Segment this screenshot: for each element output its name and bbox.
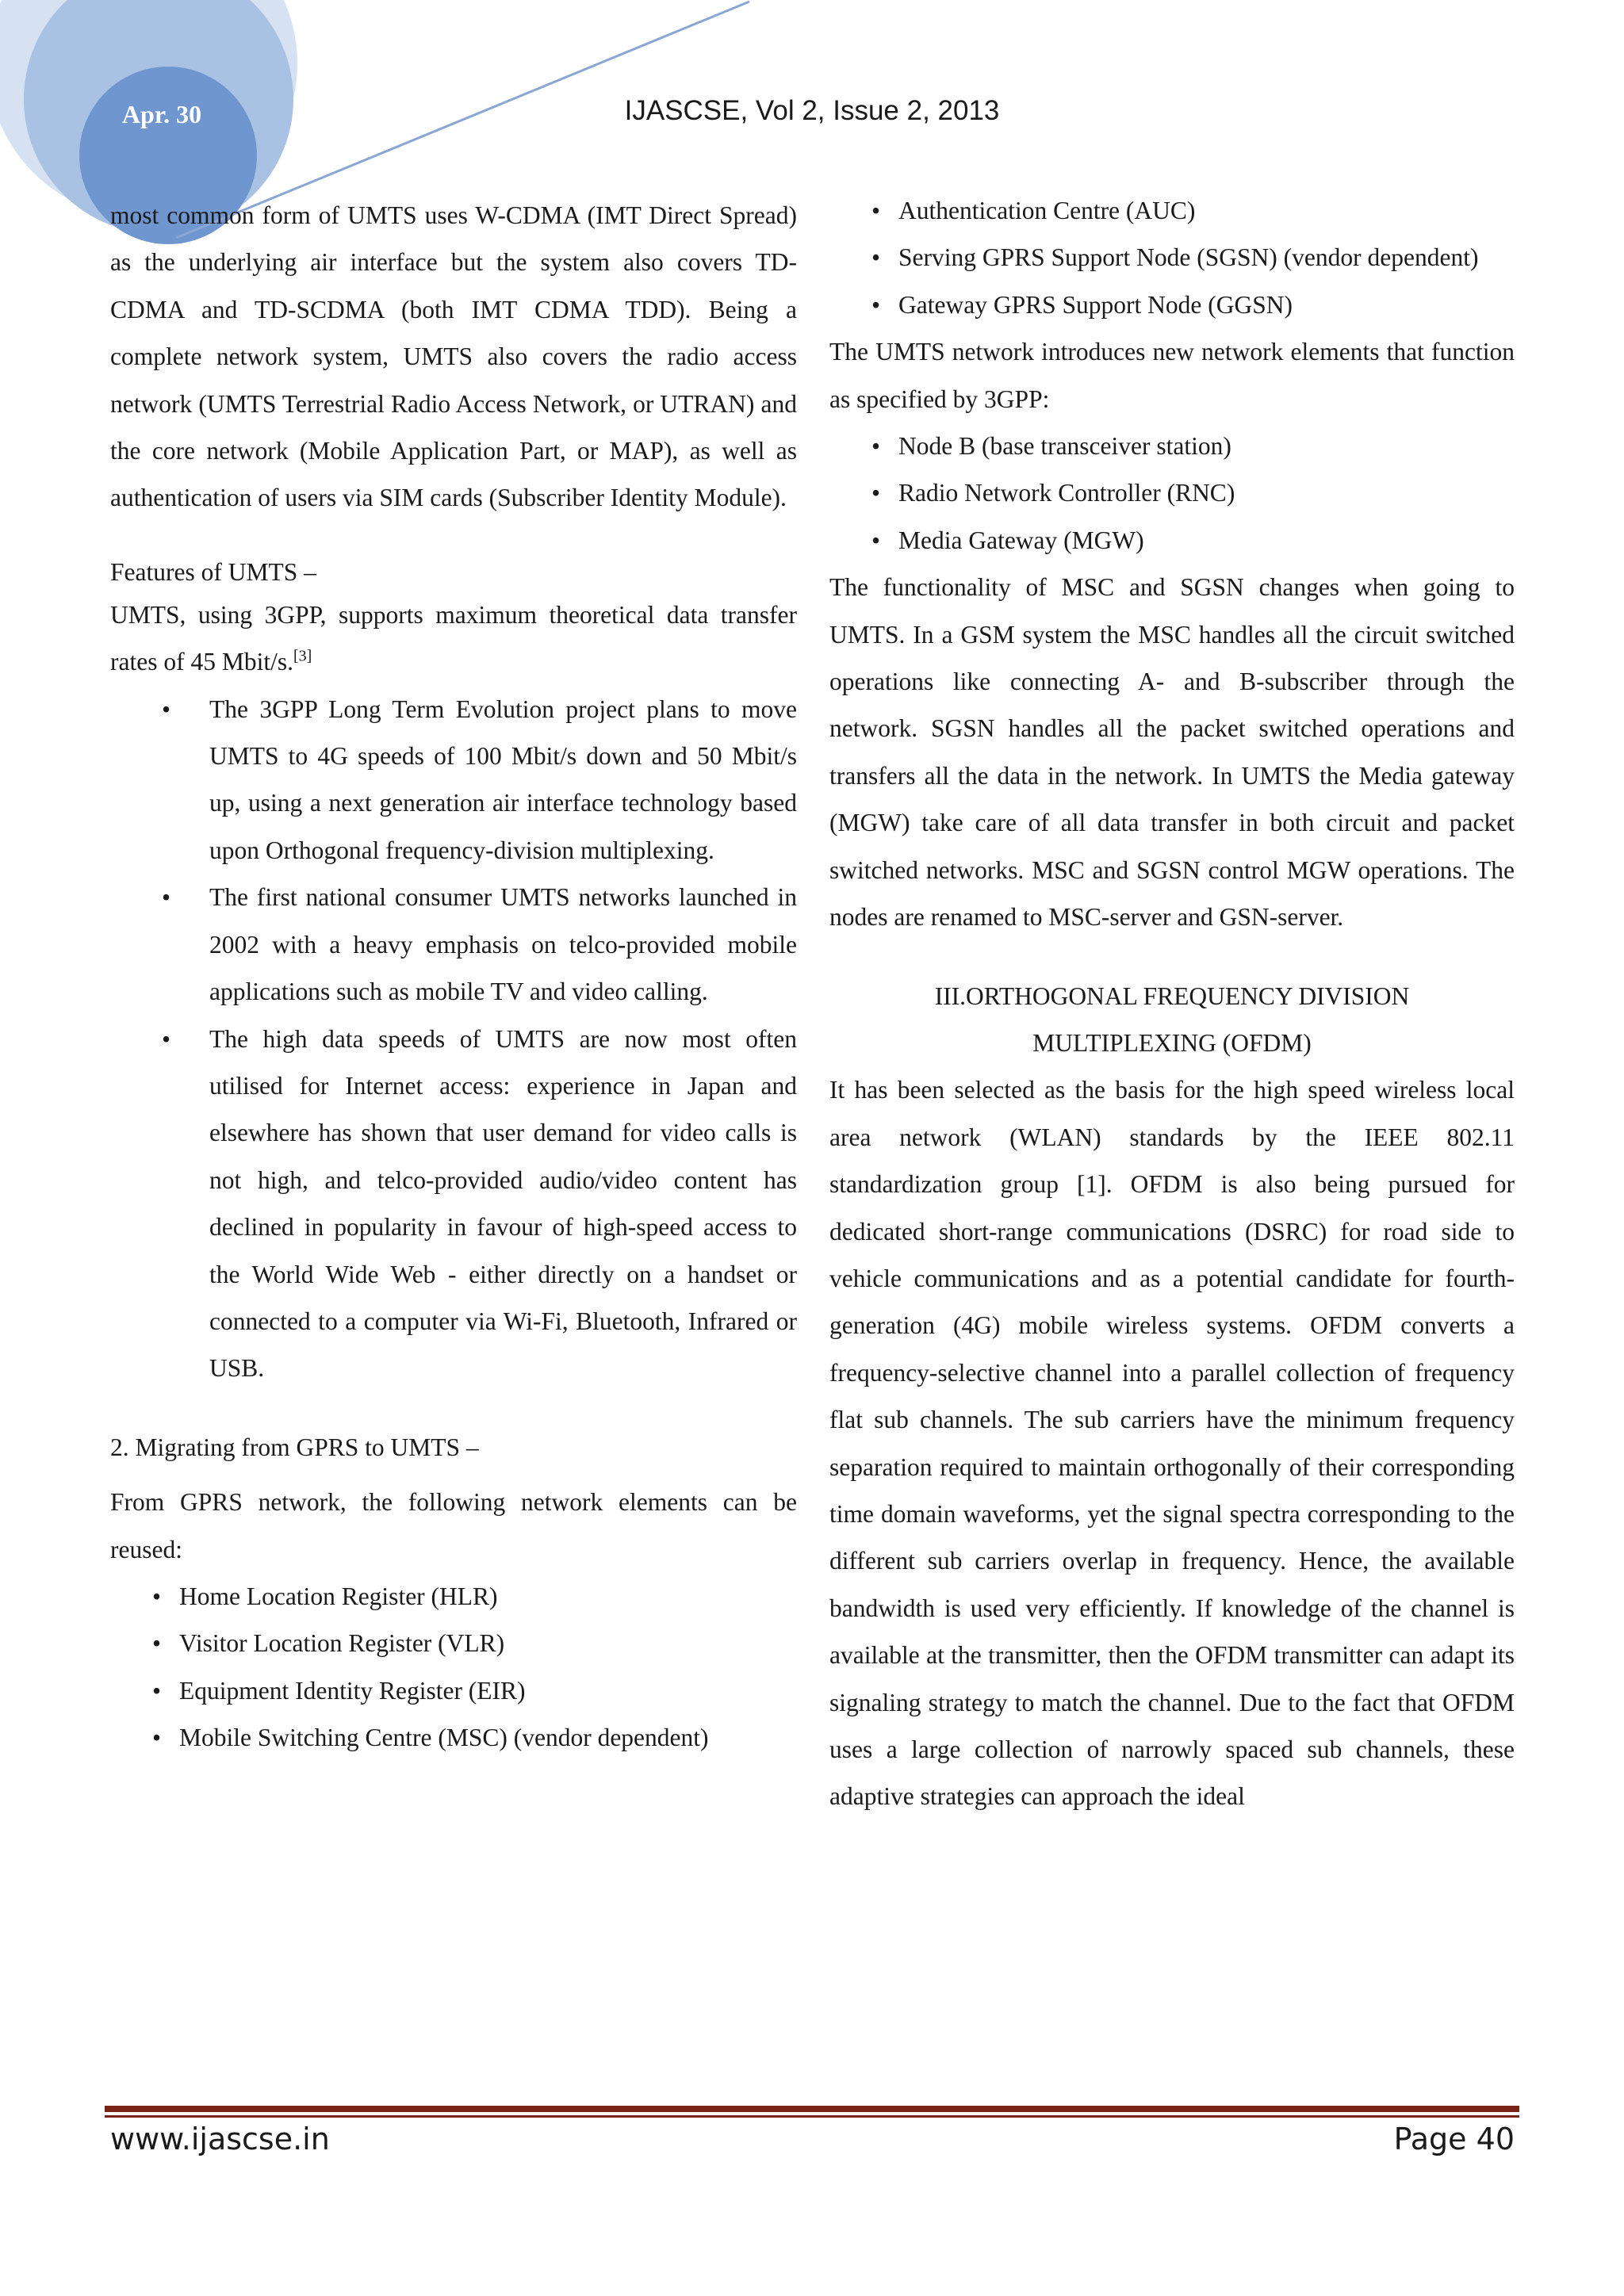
ofdm-heading-line-2: MULTIPLEXING (OFDM) <box>1032 1028 1312 1057</box>
features-list <box>110 686 797 1392</box>
list-item: • Mobile Switching Centre (MSC) (vendor dependent) <box>110 1714 797 1761</box>
left-column <box>110 192 797 1762</box>
features-intro: UMTS, using 3GPP, supports maximum theoretical data transfer rates of 45 Mbit/s.[3] <box>110 600 797 676</box>
list-item: • The 3GPP Long Term Evolution project plans to move UMTS to 4G speeds of 100 Mbit/s down and 50 Mbit/s up, using a next generation air interface technology based upon Orthogonal frequency-division multiplexing. <box>110 686 797 874</box>
new-elements-list <box>829 423 1515 564</box>
list-item: • Node B (base transceiver station) <box>829 423 1515 469</box>
page-number: Page 40 <box>1393 2122 1515 2156</box>
citation-ref: [3] <box>293 647 312 665</box>
msc-sgsn-paragraph: The functionality of MSC and SGSN changes when going to UMTS. In a GSM system the MSC handles all the circuit switched operations like connecting A- and B-subscriber through the network. SGSN handles all the packet switched operations and transfers all the data in the network. In UMTS the Media gateway (MGW) take care of all data transfer in both circuit and packet switched networks. MSC and SGSN control MGW operations. The nodes are renamed to MSC-server and GSN-server. <box>829 573 1515 932</box>
list-item: • Serving GPRS Support Node (SGSN) (vendor dependent) <box>829 234 1515 281</box>
reused-elements-list <box>110 1573 797 1762</box>
list-item: • Home Location Register (HLR) <box>110 1573 797 1620</box>
migrating-heading: 2. Migrating from GPRS to UMTS – <box>110 1433 479 1461</box>
ofdm-section-heading <box>829 973 1515 1067</box>
list-item: • Gateway GPRS Support Node (GGSN) <box>829 281 1515 328</box>
features-heading: Features of UMTS – <box>110 557 316 586</box>
list-item: • Radio Network Controller (RNC) <box>829 469 1515 516</box>
footer-rule-thick <box>105 2106 1519 2112</box>
reused-elements-list-continued <box>829 187 1515 328</box>
list-item: • Visitor Location Register (VLR) <box>110 1620 797 1667</box>
new-elements-intro: The UMTS network introduces new network elements that function as specified by 3GPP: <box>829 338 1515 413</box>
footer-rule-thin <box>105 2115 1519 2118</box>
list-item: • The first national consumer UMTS networks launched in 2002 with a heavy emphasis on telco-provided mobile applications such as mobile TV and video calling. <box>110 874 797 1015</box>
ofdm-paragraph: It has been selected as the basis for the high speed wireless local area network (WLAN) standards by the IEEE 802.11 standardization group [1]. OFDM is also being pursued for dedicated short-range communications (DSRC) for road side to vehicle communications and as a potential candidate for fourth-generation (4G) mobile wireless systems. OFDM converts a frequency-selective channel into a parallel collection of frequency flat sub channels. The sub carriers have the minimum frequency separation required to maintain orthogonally of their corresponding time domain waveforms, yet the signal spectra corresponding to the different sub carriers overlap in frequency. Hence, the available bandwidth is used very efficiently. If knowledge of the channel is available at the transmitter, then the OFDM transmitter can adapt its signaling strategy to match the channel. Due to the fact that OFDM uses a large collection of narrowly spaced sub channels, these adaptive strategies can approach the ideal <box>829 1076 1515 1811</box>
list-item: • Media Gateway (MGW) <box>829 517 1515 564</box>
list-item: • Equipment Identity Register (EIR) <box>110 1667 797 1714</box>
list-item: • Authentication Centre (AUC) <box>829 187 1515 234</box>
umts-intro-paragraph: most common form of UMTS uses W-CDMA (IMT Direct Spread) as the underlying air interface but the system also covers TD-CDMA and TD-SCDMA (both IMT CDMA TDD). Being a complete network system, UMTS also covers the radio access network (UMTS Terrestrial Radio Access Network, or UTRAN) and the core network (Mobile Application Part, or MAP), as well as authentication of users via SIM cards (Subscriber Identity Module). <box>110 201 797 512</box>
migrating-intro: From GPRS network, the following network elements can be reused: <box>110 1488 797 1563</box>
journal-title: IJASCSE, Vol 2, Issue 2, 2013 <box>624 95 1000 126</box>
ofdm-heading-line-1: III.ORTHOGONAL FREQUENCY DIVISION <box>934 982 1410 1010</box>
date-badge: Apr. 30 <box>121 100 202 128</box>
right-column <box>829 187 1515 1820</box>
footer-website: www.ijascse.in <box>110 2122 330 2156</box>
list-item: • The high data speeds of UMTS are now most often utilised for Internet access: experience in Japan and elsewhere has shown that user demand for video calls is not high, and telco-provided audio/video content has declined in popularity in favour of high-speed access to the World Wide Web - either directly on a handset or connected to a computer via Wi-Fi, Bluetooth, Infrared or USB. <box>110 1016 797 1392</box>
